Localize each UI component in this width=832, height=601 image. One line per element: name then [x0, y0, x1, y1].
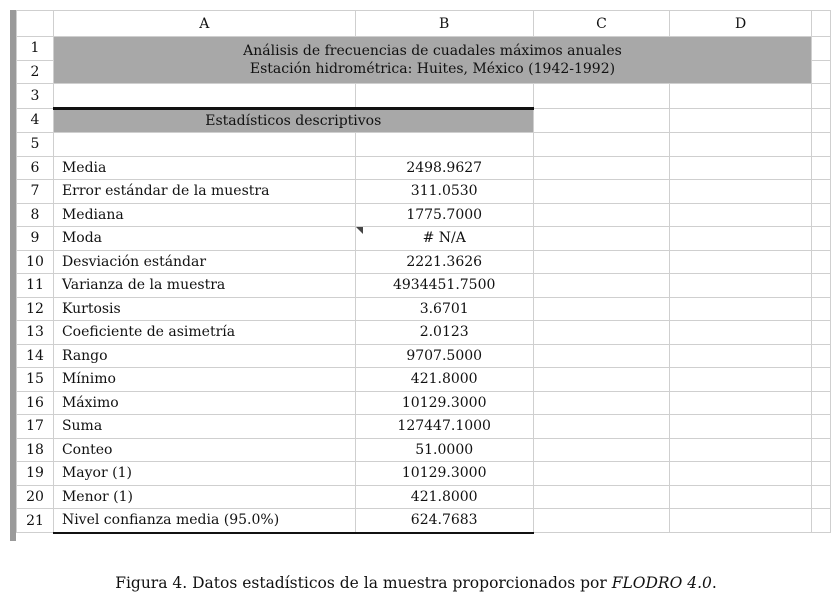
stat-label-cell[interactable]: Máximo [53, 391, 355, 415]
row-header[interactable]: 21 [17, 509, 54, 533]
title-line-1: Análisis de frecuencias de cuadales máximos anuales [243, 43, 622, 59]
stat-label-cell[interactable]: Error estándar de la muestra [53, 180, 355, 204]
corner-cell[interactable] [17, 11, 54, 37]
column-header-e[interactable] [812, 11, 831, 37]
spreadsheet-grid [16, 10, 831, 534]
row-header[interactable]: 3 [17, 84, 54, 109]
cell[interactable] [533, 415, 670, 439]
stat-label-cell[interactable]: Varianza de la muestra [53, 274, 355, 298]
stat-label-cell[interactable]: Menor (1) [53, 485, 355, 509]
stat-value-cell[interactable]: 421.8000 [355, 485, 533, 509]
cell[interactable] [812, 227, 831, 251]
stat-value-cell[interactable]: 2498.9627 [355, 156, 533, 180]
row-header[interactable]: 17 [17, 415, 54, 439]
stat-label-cell[interactable]: Conteo [53, 438, 355, 462]
stat-label-cell[interactable]: Mediana [53, 203, 355, 227]
row-header[interactable]: 7 [17, 180, 54, 204]
cell[interactable] [533, 438, 670, 462]
row-header[interactable]: 10 [17, 250, 54, 274]
stat-label-cell[interactable]: Desviación estándar [53, 250, 355, 274]
cell[interactable] [533, 108, 670, 133]
cell[interactable] [670, 84, 812, 109]
cell[interactable] [812, 180, 831, 204]
cell[interactable] [533, 344, 670, 368]
cell[interactable] [812, 509, 831, 533]
cell[interactable] [670, 250, 812, 274]
cell[interactable] [670, 133, 812, 157]
stat-label-cell[interactable]: Rango [53, 344, 355, 368]
cell[interactable] [812, 485, 831, 509]
row-header[interactable]: 19 [17, 462, 54, 486]
title-cell[interactable] [53, 37, 811, 84]
cell[interactable] [670, 509, 812, 533]
cell[interactable] [670, 274, 812, 298]
cell[interactable] [533, 321, 670, 345]
row-header[interactable]: 13 [17, 321, 54, 345]
cell[interactable] [670, 415, 812, 439]
stat-label-cell[interactable]: Mínimo [53, 368, 355, 392]
cell[interactable] [812, 391, 831, 415]
figure-caption [0, 574, 832, 592]
cell[interactable] [533, 274, 670, 298]
title-line-2: Estación hidrométrica: Huites, México (1942-1992) [249, 61, 616, 77]
cell[interactable] [533, 84, 670, 109]
cell[interactable] [670, 108, 812, 133]
cell[interactable] [355, 84, 533, 109]
cell[interactable] [53, 84, 355, 109]
cell[interactable] [812, 415, 831, 439]
cell[interactable] [670, 180, 812, 204]
cell[interactable] [355, 133, 533, 157]
cell[interactable] [812, 60, 831, 84]
cell[interactable] [812, 156, 831, 180]
stat-label-cell[interactable]: Media [53, 156, 355, 180]
cell[interactable] [533, 156, 670, 180]
cell[interactable] [670, 297, 812, 321]
cell[interactable] [533, 250, 670, 274]
cell[interactable] [670, 438, 812, 462]
stat-value-cell[interactable]: 1775.7000 [355, 203, 533, 227]
caption-suffix: . [711, 574, 717, 592]
row-header[interactable]: 9 [17, 227, 54, 251]
section-header-cell[interactable]: Estadísticos descriptivos [53, 108, 533, 133]
column-header-c[interactable]: C [533, 11, 670, 37]
stat-label-cell[interactable]: Suma [53, 415, 355, 439]
column-header-b[interactable]: B [355, 11, 533, 37]
cell[interactable] [812, 133, 831, 157]
row-header[interactable]: 8 [17, 203, 54, 227]
cell[interactable] [670, 462, 812, 486]
cell[interactable] [533, 462, 670, 486]
stat-value-cell[interactable]: 10129.3000 [355, 391, 533, 415]
cell[interactable] [812, 344, 831, 368]
cell[interactable] [670, 391, 812, 415]
cell[interactable] [670, 368, 812, 392]
row-header[interactable]: 18 [17, 438, 54, 462]
cell[interactable] [812, 84, 831, 109]
row-header[interactable]: 14 [17, 344, 54, 368]
stat-value-cell[interactable]: 10129.3000 [355, 462, 533, 486]
stat-label-cell[interactable]: Mayor (1) [53, 462, 355, 486]
row-header[interactable]: 11 [17, 274, 54, 298]
row-header[interactable]: 15 [17, 368, 54, 392]
stat-value-cell[interactable]: 2.0123 [355, 321, 533, 345]
cell[interactable] [533, 391, 670, 415]
stat-value-cell[interactable]: 3.6701 [355, 297, 533, 321]
cell[interactable] [670, 485, 812, 509]
cell[interactable] [812, 297, 831, 321]
stat-value-cell[interactable]: 2221.3626 [355, 250, 533, 274]
cell[interactable] [812, 438, 831, 462]
row-header[interactable]: 6 [17, 156, 54, 180]
caption-text: Figura 4. Datos estadísticos de la muestra proporcionados por [115, 574, 612, 592]
stat-label-cell[interactable]: Coeficiente de asimetría [53, 321, 355, 345]
cell[interactable] [670, 227, 812, 251]
stat-value-cell[interactable]: 51.0000 [355, 438, 533, 462]
spreadsheet [10, 10, 831, 541]
cell[interactable] [812, 108, 831, 133]
stat-value-cell[interactable]: 624.7683 [355, 509, 533, 533]
caption-software-name: FLODRO 4.0 [611, 574, 712, 592]
stat-label-cell[interactable]: Nivel confianza media (95.0%) [53, 509, 355, 533]
row-header[interactable]: 16 [17, 391, 54, 415]
cell[interactable] [533, 485, 670, 509]
stat-value-cell[interactable]: 127447.1000 [355, 415, 533, 439]
moda-value: # N/A [422, 230, 466, 247]
comment-marker-icon [356, 227, 363, 234]
row-header[interactable]: 2 [17, 60, 54, 84]
row-header[interactable]: 4 [17, 108, 54, 133]
cell[interactable] [812, 462, 831, 486]
cell[interactable] [533, 368, 670, 392]
cell[interactable] [533, 133, 670, 157]
cell[interactable] [53, 133, 355, 157]
cell[interactable] [812, 37, 831, 61]
cell[interactable] [812, 203, 831, 227]
cell[interactable] [533, 227, 670, 251]
cell[interactable] [812, 250, 831, 274]
cell[interactable] [670, 344, 812, 368]
column-header-d[interactable]: D [670, 11, 812, 37]
cell[interactable] [533, 180, 670, 204]
cell[interactable] [812, 368, 831, 392]
row-header[interactable]: 12 [17, 297, 54, 321]
row-header[interactable]: 5 [17, 133, 54, 157]
cell[interactable] [533, 297, 670, 321]
cell[interactable] [533, 509, 670, 533]
cell[interactable] [670, 203, 812, 227]
cell[interactable] [670, 321, 812, 345]
cell[interactable] [670, 156, 812, 180]
cell[interactable] [812, 274, 831, 298]
stat-value-cell[interactable]: 9707.5000 [355, 344, 533, 368]
stat-value-cell[interactable]: 421.8000 [355, 368, 533, 392]
row-header[interactable]: 20 [17, 485, 54, 509]
row-header[interactable]: 1 [17, 37, 54, 61]
stat-value-cell[interactable] [355, 227, 533, 251]
stat-label-cell[interactable]: Kurtosis [53, 297, 355, 321]
stat-label-cell[interactable]: Moda [53, 227, 355, 251]
stat-value-cell[interactable]: 311.0530 [355, 180, 533, 204]
cell[interactable] [533, 203, 670, 227]
stat-value-cell[interactable]: 4934451.7500 [355, 274, 533, 298]
column-header-a[interactable]: A [53, 11, 355, 37]
cell[interactable] [812, 321, 831, 345]
